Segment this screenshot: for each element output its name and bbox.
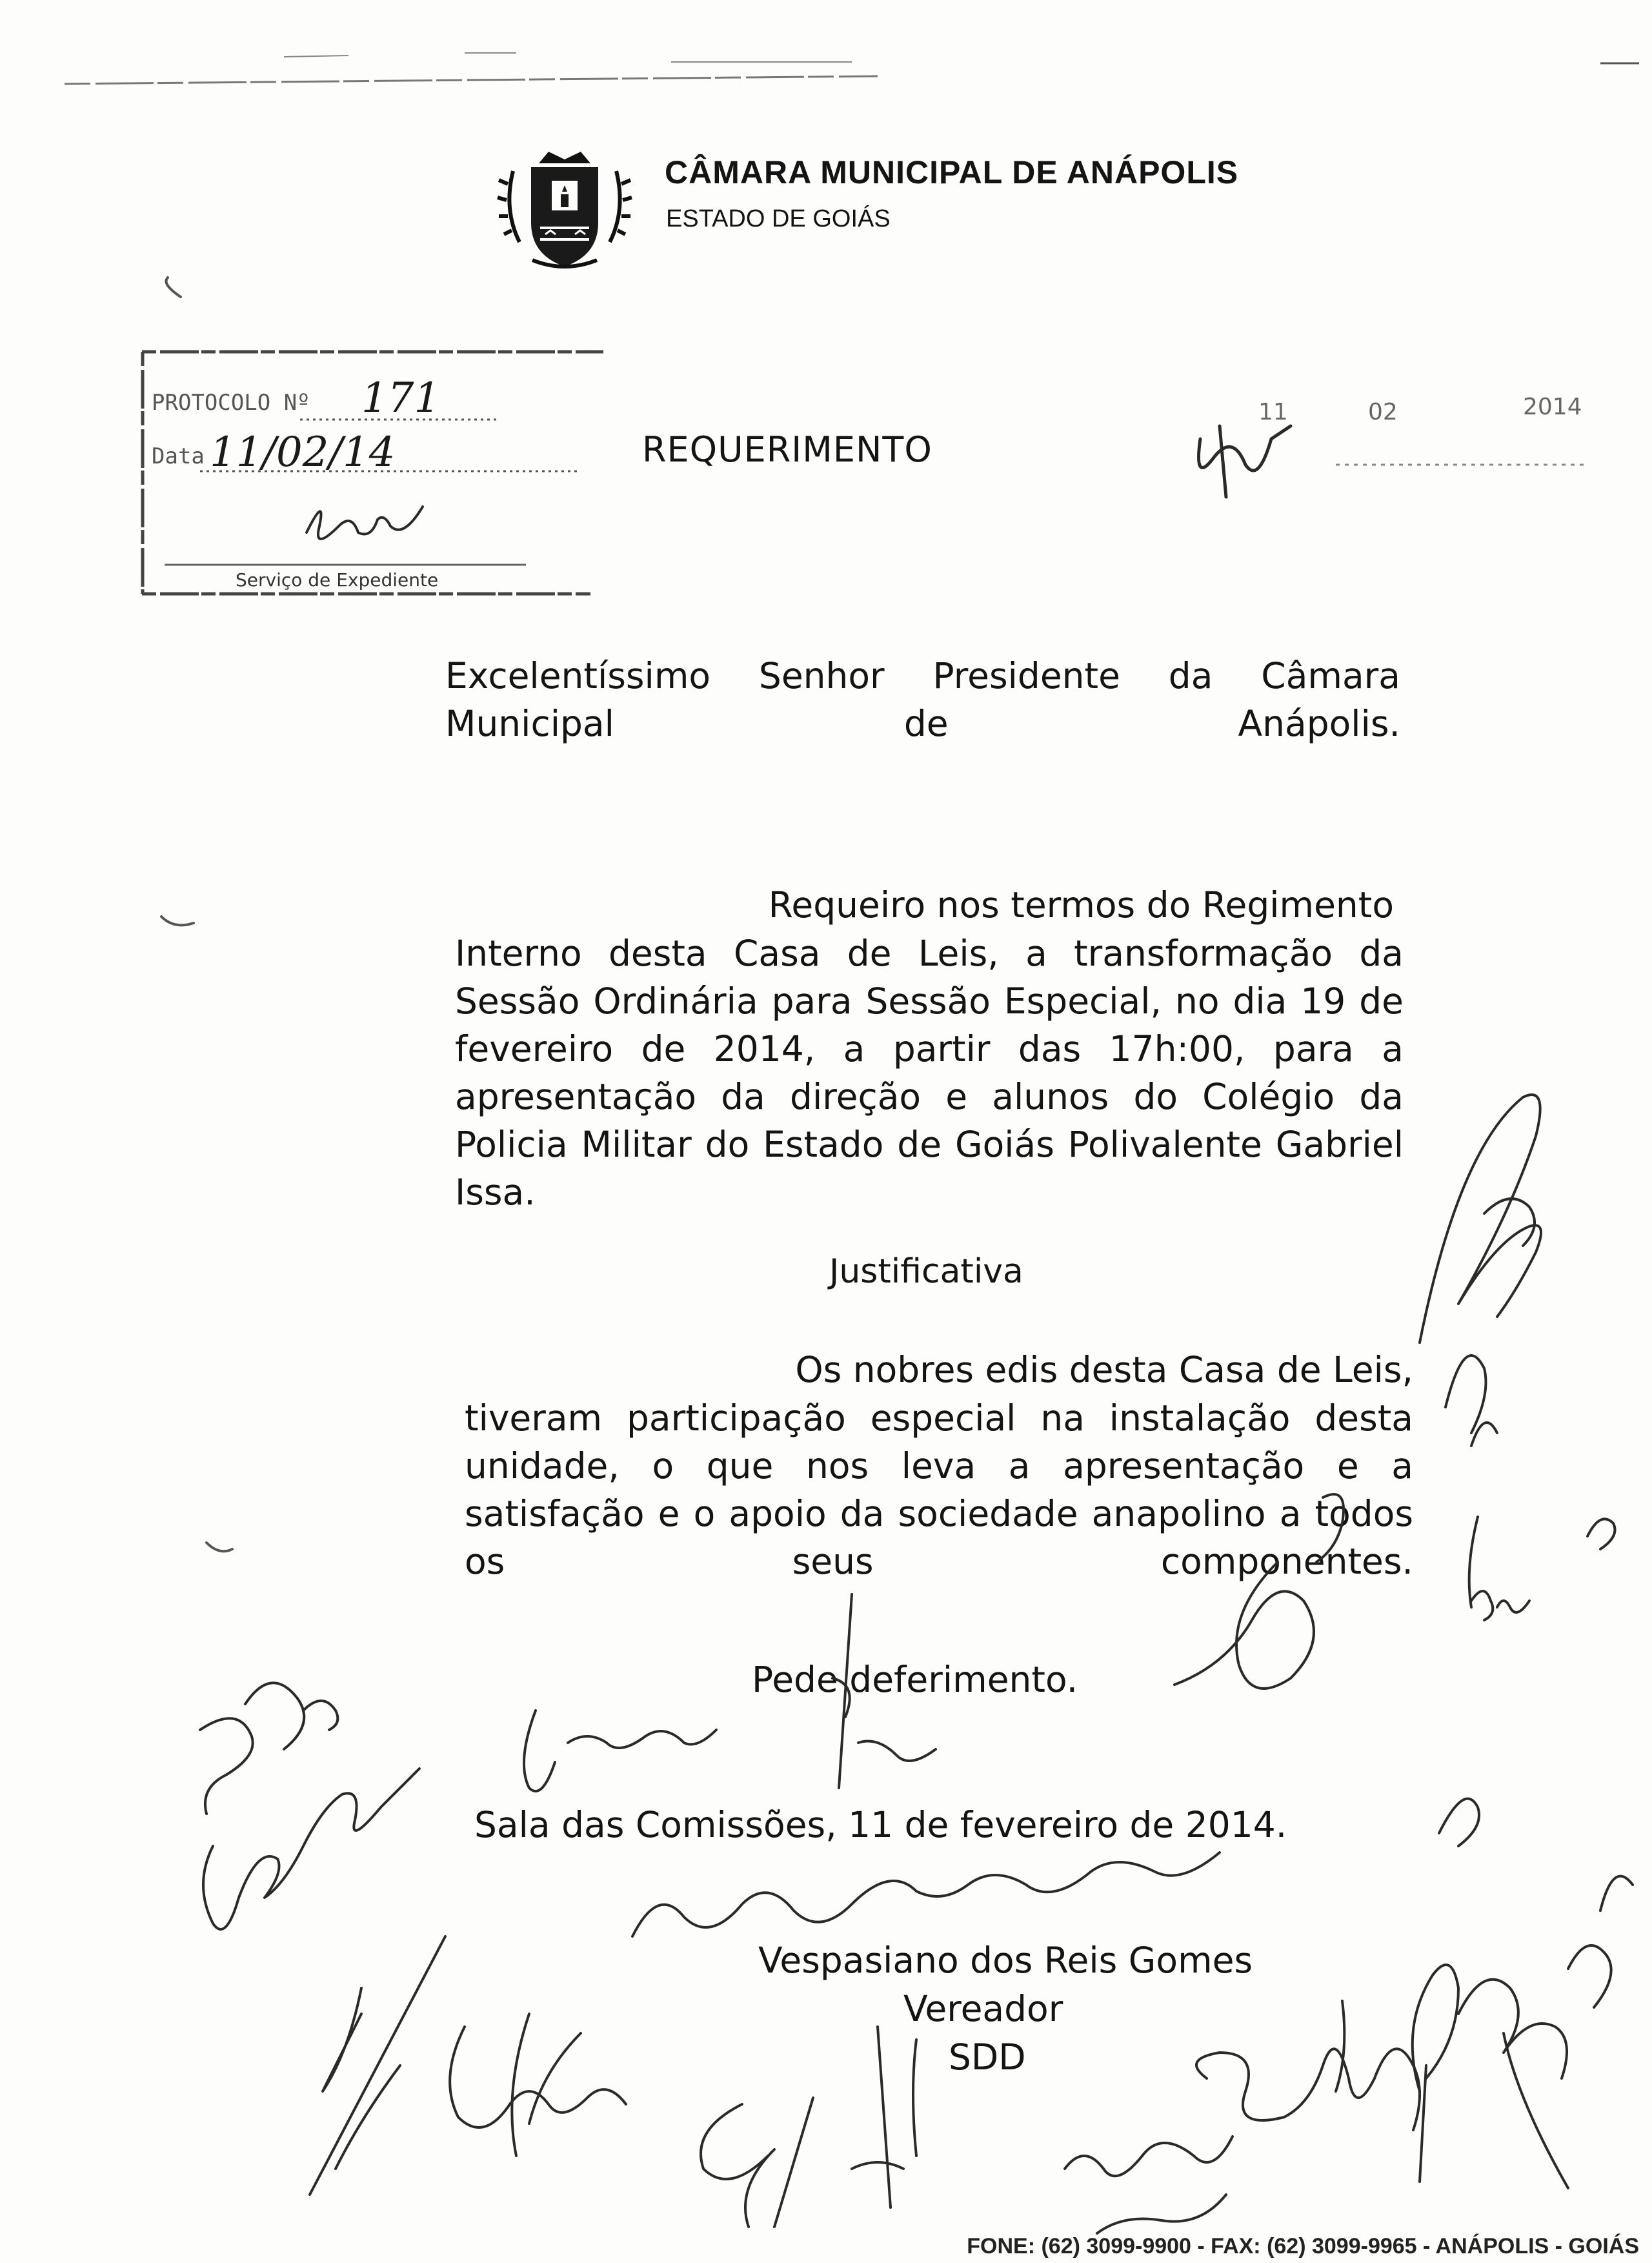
service-label: Serviço de Expediente (236, 569, 439, 591)
closing: Pede deferimento. (752, 1659, 1078, 1700)
receipt-day: 11 (1258, 399, 1288, 425)
protocol-stamp (139, 349, 610, 600)
place-date: Sala das Comissões, 11 de fevereiro de 2014. (474, 1804, 1287, 1845)
request-paragraph: Interno desta Casa de Leis, a transformação da Sessão Ordinária para Sessão Especial, no dia 19 de fevereiro de 2014, a partir das 17h:00, para a apresentação da direção e alunos do Colégio da Policia Militar do Estado de Goiás Polivalente Gabriel Issa. (455, 933, 1404, 1213)
justification-title: Justificativa (829, 1252, 1023, 1291)
justification-first-line: Os nobres edis desta Casa de Leis, (795, 1349, 1413, 1390)
request-first-line: Requeiro nos termos do Regimento (768, 884, 1394, 926)
date-label: Data (152, 443, 205, 469)
signatory-role: Vereador (903, 1988, 1063, 2029)
salutation: Excelentíssimo Senhor Presidente da Câmara Municipal de Anápolis. (445, 655, 1400, 744)
date-value: 11/02/14 (210, 429, 396, 476)
protocol-number: 171 (361, 374, 441, 422)
receipt-month: 02 (1368, 399, 1398, 425)
municipal-crest-icon (494, 145, 636, 274)
receipt-mark (1174, 381, 1613, 516)
protocol-label: PROTOCOLO Nº (152, 390, 310, 416)
receipt-year: 2014 (1523, 394, 1582, 420)
org-name: CÂMARA MUNICIPAL DE ANÁPOLIS (665, 154, 1239, 190)
footer-contact: FONE: (62) 3099-9900 - FAX: (62) 3099-9965 - ANÁPOLIS - GOIÁS (967, 2234, 1639, 2258)
org-state: ESTADO DE GOIÁS (666, 205, 891, 232)
document-title: REQUERIMENTO (642, 429, 932, 470)
justification-paragraph: tiveram participação especial na instalação desta unidade, o que nos leva a apresentação e a satisfação e o apoio da sociedade anapolino a todos os seus componentes. (465, 1397, 1413, 1582)
signatory-name: Vespasiano dos Reis Gomes (758, 1940, 1253, 1981)
top-border-marks (13, 39, 1652, 103)
signatory-party: SDD (949, 2036, 1026, 2078)
